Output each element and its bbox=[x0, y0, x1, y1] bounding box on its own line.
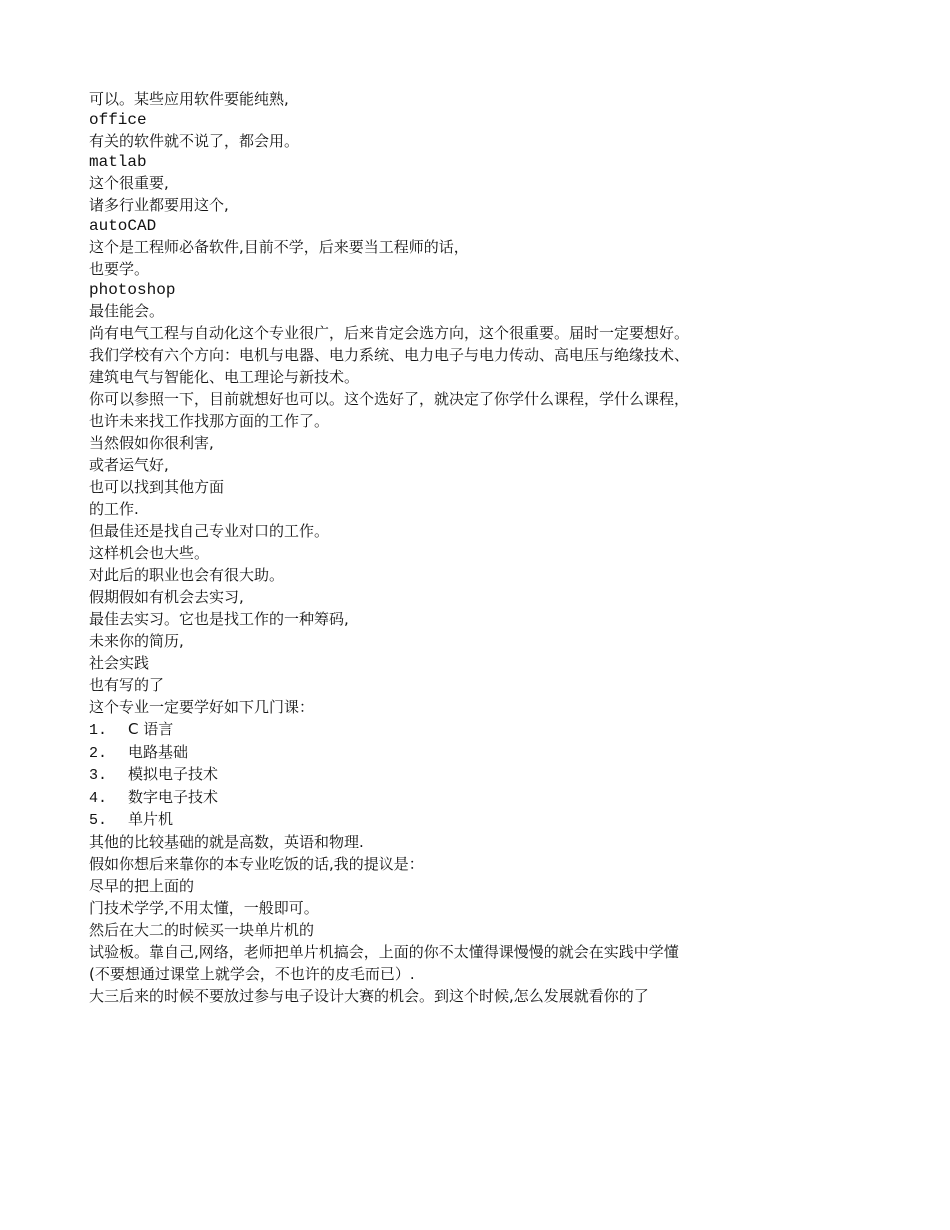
text-line: autoCAD bbox=[89, 217, 157, 235]
list-item bbox=[89, 741, 869, 764]
list-item bbox=[89, 718, 869, 741]
text-line: 社会实践 bbox=[89, 654, 150, 672]
list-item-text: C 语言 bbox=[128, 720, 174, 738]
text-line: 最佳去实习。它也是找工作的一种筹码, bbox=[89, 610, 349, 628]
list-item bbox=[89, 786, 869, 809]
text-line: 对此后的职业也会有很大助。 bbox=[89, 566, 285, 584]
text-line: 有关的软件就不说了，都会用。 bbox=[89, 132, 300, 150]
text-line: 也要学。 bbox=[89, 260, 150, 278]
text-lines bbox=[89, 88, 869, 718]
list-item-text: 数字电子技术 bbox=[128, 787, 219, 806]
list-item-text: 模拟电子技术 bbox=[128, 765, 219, 783]
text-line: 最佳能会。 bbox=[89, 302, 165, 320]
text-line: 的工作. bbox=[89, 500, 139, 518]
text-line: (不要想通过课堂上就学会，不也许的皮毛而已）. bbox=[89, 964, 415, 983]
text-line: 当然假如你很利害, bbox=[89, 434, 214, 452]
text-line: 未来你的简历, bbox=[89, 632, 184, 650]
text-line: 但最佳还是找自己专业对口的工作。 bbox=[89, 522, 330, 540]
text-line: office bbox=[89, 111, 147, 129]
text-line: 这个很重要, bbox=[89, 174, 169, 192]
text-line: 门技术学学,不用太懂，一般即可。 bbox=[89, 898, 319, 917]
text-line: 这个专业一定要学好如下几门课： bbox=[89, 698, 315, 716]
text-line: matlab bbox=[89, 153, 147, 171]
list-item-text: 电路基础 bbox=[128, 742, 189, 761]
text-line: 假期假如有机会去实习, bbox=[89, 588, 244, 606]
text-line: 这个是工程师必备软件,目前不学，后来要当工程师的话， bbox=[89, 238, 469, 256]
list-item bbox=[89, 808, 869, 831]
document-body bbox=[89, 88, 869, 1007]
text-line: 你可以参照一下，目前就想好也可以。这个选好了，就决定了你学什么课程，学什么课程， bbox=[89, 390, 690, 408]
list-item-number: 3. bbox=[89, 767, 108, 784]
tail-lines bbox=[89, 831, 869, 1007]
text-line: 然后在大二的时候买一块单片机的 bbox=[89, 920, 315, 939]
list-item-text: 单片机 bbox=[128, 810, 174, 828]
text-line: 诸多行业都要用这个, bbox=[89, 196, 229, 214]
text-line: 也可以找到其他方面 bbox=[89, 478, 225, 496]
text-line: 可以。某些应用软件要能纯熟, bbox=[89, 90, 289, 108]
list-item-number: 4. bbox=[89, 789, 108, 807]
text-line: 大三后来的时候不要放过参与电子设计大赛的机会。到这个时候,怎么发展就看你的了 bbox=[89, 986, 649, 1005]
text-line: photoshop bbox=[89, 281, 176, 299]
text-line: 或者运气好, bbox=[89, 456, 169, 474]
text-line: 我们学校有六个方向：电机与电器、电力系统、电力电子与电力传动、高电压与绝缘技术、 bbox=[89, 346, 690, 364]
text-line: 建筑电气与智能化、电工理论与新技术。 bbox=[89, 368, 360, 386]
text-line: 其他的比较基础的就是高数，英语和物理. bbox=[89, 832, 364, 851]
text-line: 也有写的了 bbox=[89, 676, 165, 694]
list-item-number: 5. bbox=[89, 812, 108, 829]
text-line: 这样机会也大些。 bbox=[89, 544, 210, 562]
list-item-number: 1. bbox=[89, 722, 108, 739]
text-line: 尽早的把上面的 bbox=[89, 876, 195, 895]
text-line: 试验板。靠自己,网络，老师把单片机搞会，上面的你不太懂得课慢慢的就会在实践中学懂 bbox=[89, 942, 679, 961]
list-item bbox=[89, 763, 869, 786]
course-list bbox=[89, 718, 869, 831]
text-line: 假如你想后来靠你的本专业吃饭的话,我的提议是： bbox=[89, 854, 424, 873]
list-item-number: 2. bbox=[89, 744, 108, 762]
text-line: 尚有电气工程与自动化这个专业很广，后来肯定会选方向，这个很重要。届时一定要想好。 bbox=[89, 324, 690, 342]
text-line: 也许未来找工作找那方面的工作了。 bbox=[89, 412, 330, 430]
